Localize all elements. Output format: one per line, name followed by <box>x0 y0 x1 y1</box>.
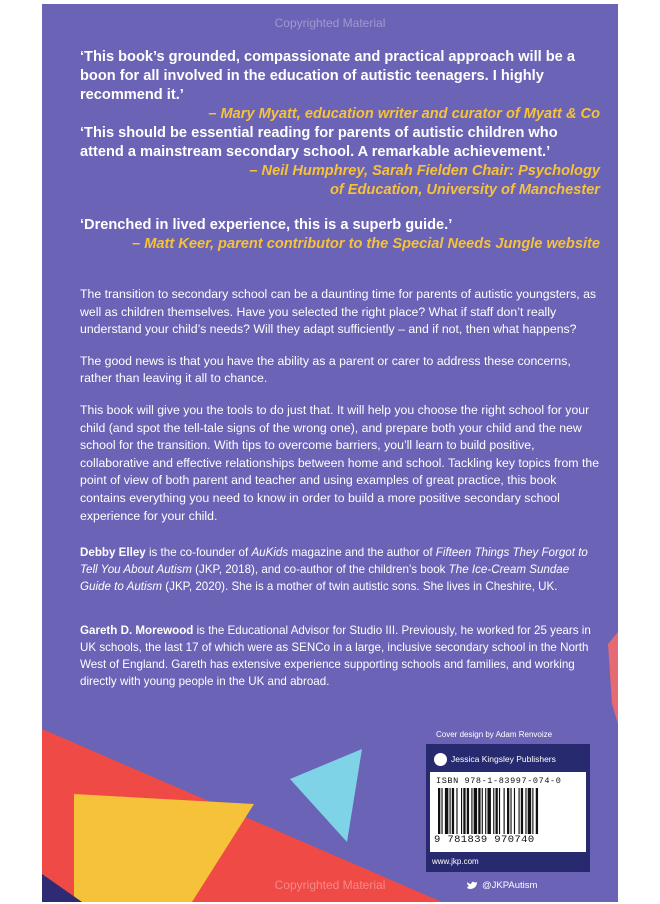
publisher-name: Jessica Kingsley Publishers <box>451 754 556 764</box>
barcode-bar <box>536 788 538 834</box>
barcode-bar <box>474 788 477 834</box>
barcode-bar <box>504 788 505 834</box>
twitter-handle-text: @JKPAutism <box>482 880 538 891</box>
quote-attribution-line-2: of Education, University of Manchester <box>329 182 600 198</box>
blurb-paragraph-1: The transition to secondary school can be a daunting time for parents of autistic youngsters, as well as children themselves. Have you selected the right place? What if staff don’t really understand your child’s needs? Will they adapt sufficiently – and if not, then what happens? <box>80 287 597 337</box>
barcode-bar <box>510 788 511 834</box>
bio-text: magazine and the author of <box>288 546 436 559</box>
book-title: Fifteen Things They Forgot to Tell You About Autism <box>80 546 588 576</box>
quote-attribution-line-1: – Neil Humphrey, Sarah Fielden Chair: Psychology <box>249 163 600 179</box>
barcode-bar <box>478 788 480 834</box>
barcode-bar <box>467 788 469 834</box>
barcode-bar <box>485 788 486 834</box>
back-cover <box>42 4 618 902</box>
quote-text: ‘This book’s grounded, compassionate and practical approach will be a boon for all involved in the education of autistic teenagers. I highly recommend it.’ <box>80 49 575 103</box>
barcode-bar <box>445 788 448 834</box>
publisher-bar <box>430 748 586 770</box>
barcode-bar <box>514 788 515 834</box>
quote-attribution: – Mary Myatt, education writer and curator of Myatt & Co <box>208 106 600 122</box>
bio-text: is the Educational Advisor for Studio III. Previously, he worked for 25 years in UK schools, the last 17 of which were as SENCo in a large, inclusive secondary school in the North West of England. Gareth has extensive experience supporting schools and families, and working directly with young people in the UK and abroad. <box>80 624 591 688</box>
bio-text: is the co-founder of <box>145 546 252 559</box>
blurb <box>80 286 600 525</box>
barcode-bar <box>471 788 472 834</box>
bio-text: (JKP, 2020). She is a mother of twin autistic sons. She lives in Cheshire, UK. <box>162 580 558 593</box>
barcode-area <box>430 772 586 852</box>
barcode-bars <box>438 788 578 834</box>
barcode-bar <box>487 788 490 834</box>
watermark-bottom: Copyrighted Material <box>274 878 386 892</box>
barcode-bar <box>452 788 454 834</box>
cyan-triangle <box>290 749 362 842</box>
barcode-bar <box>521 788 523 834</box>
quote-text: ‘Drenched in lived experience, this is a superb guide.’ <box>80 217 453 233</box>
magazine-title: AuKids <box>251 546 289 559</box>
endorsement-quote-1 <box>80 48 600 124</box>
author-name: Debby Elley <box>80 546 146 559</box>
book-title: The Ice-Cream Sundae Guide to Autism <box>80 563 570 593</box>
endorsement-quote-3 <box>80 216 600 254</box>
blurb-paragraph-2: The good news is that you have the ability as a parent or carer to address these concerns, rather than leaving it all to chance. <box>80 353 571 386</box>
quote-attribution: – Matt Keer, parent contributor to the Special Needs Jungle website <box>132 236 600 252</box>
blurb-paragraph-3: This book will give you the tools to do just that. It will help you choose the right school for your child (and spot the tell-tale signs of the wrong one), and prepare both your child and the new school for the transition. With tips to overcome barriers, you’ll learn to build positive, collaborative and effective relationships between home and school. Tackling key topics from the point of view of both parent and teacher and using examples of great practice, this book contains everything you need to know in order to build a more positive secondary school experience for your child. <box>80 402 600 523</box>
barcode-bar <box>525 788 526 834</box>
barcode-digits: 9 781839 970740 <box>434 834 535 846</box>
quote-text: ‘This should be essential reading for parents of autistic children who attend a mainstream secondary school. A remarkable achievement.’ <box>80 125 558 160</box>
cover-design-credit: Cover design by Adam Renvoize <box>436 730 553 739</box>
publisher-logo-icon <box>434 753 447 766</box>
barcode-bar <box>499 788 500 834</box>
isbn-text: ISBN 978-1-83997-074-0 <box>436 776 562 786</box>
endorsement-quote-2 <box>80 124 600 200</box>
author-bio-debby <box>80 544 600 595</box>
barcode-bar <box>482 788 483 834</box>
barcode-panel <box>426 744 590 872</box>
barcode-bar <box>461 788 462 834</box>
barcode-bar <box>528 788 531 834</box>
barcode-bar <box>463 788 465 834</box>
salmon-sliver <box>608 632 618 724</box>
barcode-bar <box>456 788 457 834</box>
barcode-bar <box>441 788 442 834</box>
barcode-bar <box>438 788 440 834</box>
barcode-bar <box>532 788 533 834</box>
author-bio-gareth <box>80 622 600 690</box>
barcode-bar <box>507 788 509 834</box>
publisher-website: www.jkp.com <box>432 857 479 866</box>
barcode-bar <box>496 788 498 834</box>
watermark-top: Copyrighted Material <box>274 16 386 30</box>
barcode-bar <box>493 788 494 834</box>
barcode-bar <box>519 788 520 834</box>
bio-text: (JKP, 2018), and co-author of the children’s book <box>191 563 449 576</box>
author-name: Gareth D. Morewood <box>80 624 194 637</box>
barcode-bar <box>450 788 451 834</box>
